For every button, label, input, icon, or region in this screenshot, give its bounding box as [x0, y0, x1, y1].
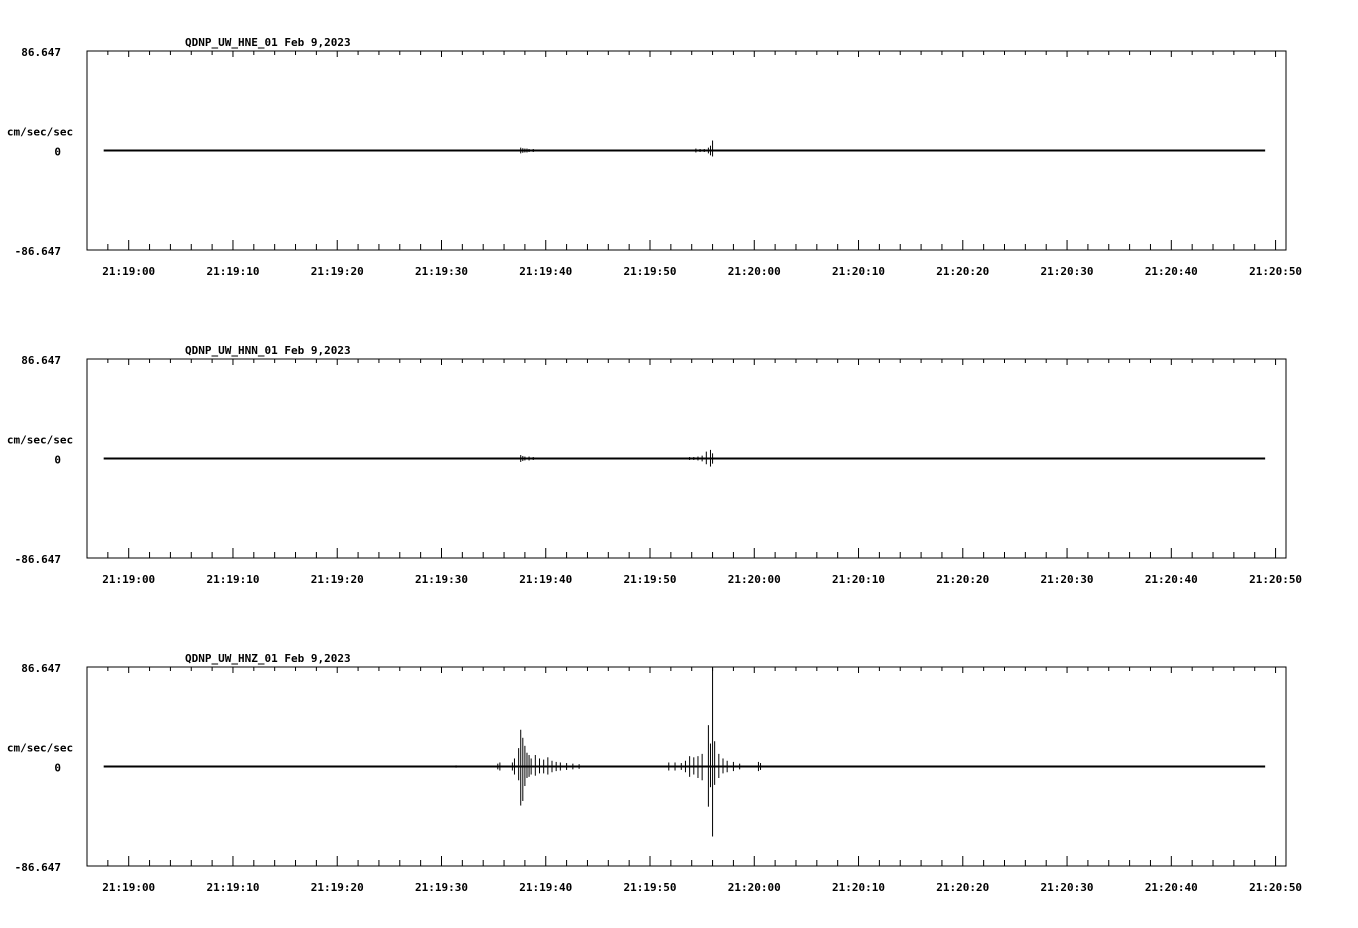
y-tick-label-max: 86.647 — [21, 354, 61, 367]
x-tick-label: 21:19:20 — [310, 265, 364, 278]
x-tick-label: 21:19:40 — [519, 573, 573, 586]
x-tick-label: 21:19:30 — [414, 881, 468, 894]
x-tick-label: 21:19:20 — [310, 881, 364, 894]
x-tick-label: 21:19:00 — [102, 573, 156, 586]
x-tick-label: 21:20:40 — [1144, 265, 1198, 278]
y-axis-label: cm/sec/sec — [6, 741, 74, 755]
x-tick-label: 21:19:00 — [102, 265, 156, 278]
x-tick-label: 21:20:50 — [1249, 265, 1303, 278]
x-tick-label: 21:20:00 — [727, 881, 781, 894]
y-tick-label-zero: 0 — [54, 761, 61, 775]
x-tick-label: 21:19:10 — [206, 573, 260, 586]
x-tick-label: 21:20:30 — [1040, 881, 1094, 894]
x-tick-label: 21:20:30 — [1040, 573, 1094, 586]
x-tick-label: 21:20:40 — [1144, 573, 1198, 586]
panel-title: QDNP_UW_HNN_01 Feb 9,2023 — [185, 344, 351, 357]
x-tick-label: 21:19:20 — [310, 573, 364, 586]
trace-panel-3 — [7, 652, 1302, 894]
x-tick-label: 21:20:50 — [1249, 573, 1303, 586]
x-tick-label: 21:19:50 — [623, 881, 677, 894]
x-tick-label: 21:20:20 — [936, 265, 990, 278]
x-tick-label: 21:20:00 — [727, 265, 781, 278]
x-tick-label: 21:20:40 — [1144, 881, 1198, 894]
x-tick-label: 21:19:50 — [623, 265, 677, 278]
y-tick-label-max: 86.647 — [21, 662, 61, 675]
y-tick-label-min: -86.647 — [14, 861, 61, 874]
y-axis-label: cm/sec/sec — [6, 433, 74, 447]
x-tick-label: 21:19:00 — [102, 881, 156, 894]
x-tick-label: 21:20:20 — [936, 573, 990, 586]
trace-panel-2 — [7, 344, 1302, 586]
x-tick-label: 21:20:10 — [832, 573, 886, 586]
x-tick-label: 21:20:30 — [1040, 265, 1094, 278]
x-tick-label: 21:19:10 — [206, 881, 260, 894]
x-tick-label: 21:19:30 — [414, 265, 468, 278]
x-tick-label: 21:19:10 — [206, 265, 260, 278]
x-tick-label: 21:20:50 — [1249, 881, 1303, 894]
x-tick-label: 21:20:10 — [832, 881, 886, 894]
y-axis-label: cm/sec/sec — [6, 125, 74, 139]
y-tick-label-zero: 0 — [54, 145, 61, 159]
trace-panel-1 — [7, 36, 1302, 278]
x-tick-label: 21:20:10 — [832, 265, 886, 278]
panel-title: QDNP_UW_HNZ_01 Feb 9,2023 — [185, 652, 351, 665]
y-tick-label-min: -86.647 — [14, 553, 61, 566]
x-tick-label: 21:19:50 — [623, 573, 677, 586]
x-tick-label: 21:19:40 — [519, 881, 573, 894]
panel-title: QDNP_UW_HNE_01 Feb 9,2023 — [185, 36, 351, 49]
y-tick-label-min: -86.647 — [14, 245, 61, 258]
y-tick-label-max: 86.647 — [21, 46, 61, 59]
y-tick-label-zero: 0 — [54, 453, 61, 467]
x-tick-label: 21:20:20 — [936, 881, 990, 894]
x-tick-label: 21:19:40 — [519, 265, 573, 278]
x-tick-label: 21:20:00 — [727, 573, 781, 586]
x-tick-label: 21:19:30 — [414, 573, 468, 586]
